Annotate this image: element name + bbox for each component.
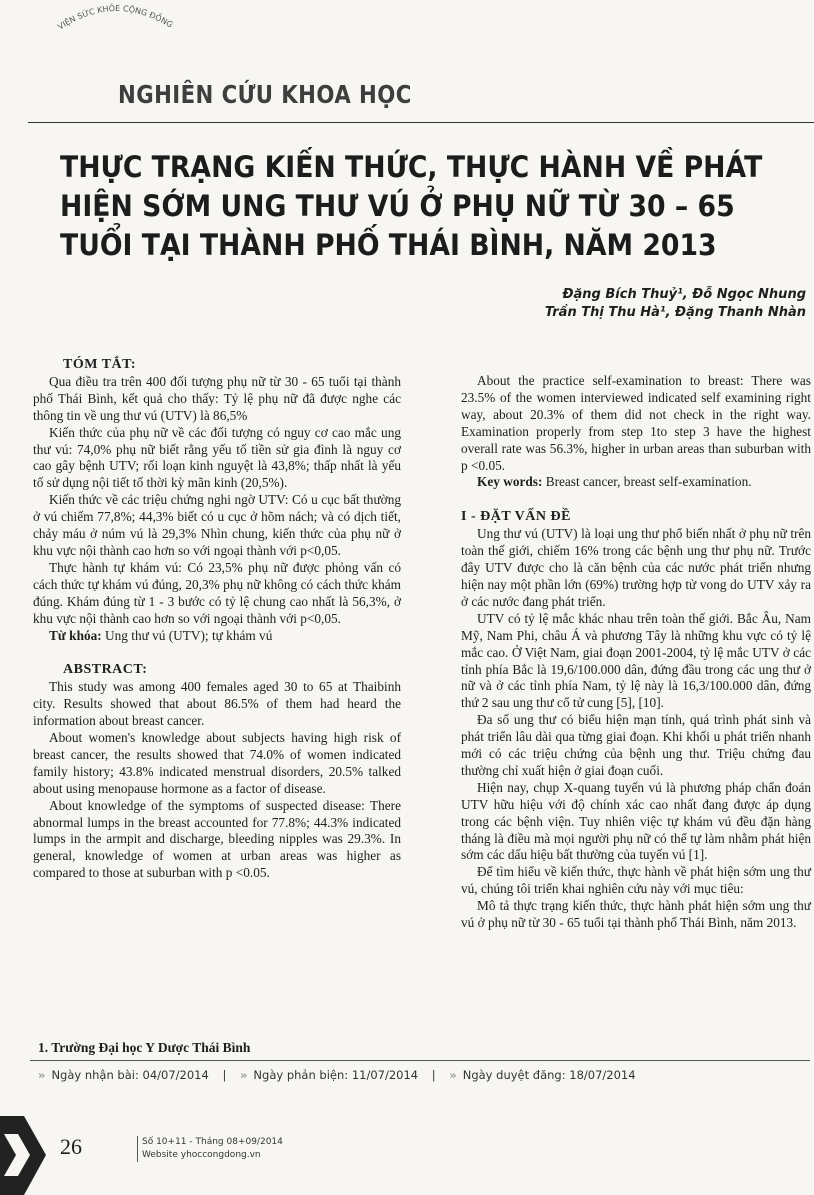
abstract-keywords [461, 474, 811, 491]
chevron-icon: » [239, 1068, 248, 1082]
abstract-paragraph: About knowledge of the symptoms of suspected disease: There abnormal lumps in the breast accounted for 77.8%; 44.3% indicated lumps in the armpit and discharge, bleeding nipples was 29.3%. In general, knowledge of women at urban areas was higher as compared to those at suburban with p <0.05. [33, 797, 401, 881]
page-number: 26 [60, 1134, 82, 1159]
article-title [60, 148, 810, 265]
summary-keywords [33, 628, 401, 645]
separator: | [222, 1068, 227, 1082]
footer-divider [30, 1060, 810, 1061]
abstract-paragraph: This study was among 400 females aged 30 to 65 at Thaibinh city. Results showed that about 86.5% of them had heard the information about breast cancer. [33, 679, 401, 729]
section-title: NGHIÊN CỨU KHOA HỌC [118, 80, 412, 109]
intro-heading: I - ĐẶT VẤN ĐỀ [461, 509, 571, 525]
keywords-label: Từ khóa: [49, 627, 102, 643]
author-list [545, 286, 806, 322]
keywords-text: Ung thư vú (UTV); tự khám vú [105, 627, 273, 643]
corner-arrow-icon [0, 1116, 52, 1195]
keywords-label: Key words: [477, 474, 543, 490]
title-line: THỰC TRẠNG KIẾN THỨC, THỰC HÀNH VỀ PHÁT [60, 150, 763, 184]
abstract-paragraph: About the practice self-examination to breast: There was 23.5% of the women interviewed indicated self examining right way, about 20.3% of them did not check in the right way. Examination properly from step 1to step 3 have the highest overall rate was 56.3%, higher in urban areas than suburban with p <0.05. [461, 373, 811, 473]
title-line: HIỆN SỚM UNG THƯ VÚ Ở PHỤ NỮ TỪ 30 – 65 [60, 189, 735, 223]
publication-info [137, 1136, 283, 1162]
website-info: Website yhoccongdong.vn [142, 1150, 261, 1160]
summary-paragraph: Qua điều tra trên 400 đối tượng phụ nữ từ 30 - 65 tuổi tại thành phố Thái Bình, kết quả cho thấy: Tỷ lệ phụ nữ đã được nghe các thông tin về ung thư vú (UTV) là 86,5% [33, 373, 401, 423]
title-line: TUỔI TẠI THÀNH PHỐ THÁI BÌNH, NĂM 2013 [60, 228, 717, 262]
submission-dates [38, 1068, 808, 1082]
intro-paragraph: Để tìm hiểu về kiến thức, thực hành về phát hiện sớm ung thư vú, chúng tôi triển khai nghiên cứu này với mục tiêu: [461, 864, 811, 897]
issue-info: Số 10+11 - Tháng 08+09/2014 [142, 1137, 283, 1147]
received-label: Ngày nhận bài: [51, 1068, 139, 1082]
intro-paragraph: Hiện nay, chụp X-quang tuyến vú là phương pháp chẩn đoán UTV hữu hiệu với độ chính xác cao nhất đang được áp dụng trong các bệnh viện. Tuy nhiên việc tự khám vú đều đặn hàng tháng là điều mà mọi người phụ nữ có thể tự làm nhằm phát hiện sớm các dấu hiệu bất thường của tuyến vú [1]. [461, 779, 811, 863]
chevron-icon: » [449, 1068, 457, 1082]
section-divider [28, 122, 814, 123]
authors-line: Đặng Bích Thuỷ¹, Đỗ Ngọc Nhung [562, 287, 806, 302]
intro-paragraph: Mô tả thực trạng kiến thức, thực hành phát hiện sớm ung thư vú ở phụ nữ từ 30 - 65 tuổi tại thành phố Thái Bình, năm 2013. [461, 898, 811, 931]
left-column [33, 357, 401, 882]
separator: | [431, 1068, 436, 1082]
authors-line: Trần Thị Thu Hà¹, Đặng Thanh Nhàn [544, 305, 806, 320]
intro-paragraph: Ung thư vú (UTV) là loại ung thư phổ biến nhất ở phụ nữ trên toàn thế giới, chiếm 16% trong các bệnh ung thư phụ nữ. Trước đây UTV được cho là căn bệnh của các nước phát triển nhưng hiện nay một phần lớn (69%) trường hợp tử vong do UTV xảy ra ở các nước đang phát triển. [461, 526, 811, 609]
chevron-icon: » [38, 1068, 46, 1082]
summary-paragraph: Kiến thức về các triệu chứng nghi ngờ UTV: Có u cục bất thường ở vú chiếm 77,8%; 44,3% biết có u cục ở hõm nách; và có dịch tiết, chảy máu ở núm vú là 29,3% Nhìn chung, kiến thức của phụ nữ ở khu vực nội thành cao hơn so với ngoại thành với p<0,05. [33, 492, 401, 558]
accepted-date: 18/07/2014 [569, 1068, 636, 1082]
journal-logo [52, 0, 182, 40]
summary-paragraph: Thực hành tự khám vú: Có 23,5% phụ nữ được phỏng vấn có cách thức tự khám vú đúng, 20,3% phụ nữ không có cách thức khám đúng. Khám đúng từ 1 - 3 bước có tỷ lệ chung cao nhất là 56,3%, ở khu vực nội thành cao hơn so với ngoại thành với p<0,05. [33, 559, 401, 626]
review-date: 11/07/2014 [351, 1068, 419, 1082]
accepted-label: Ngày duyệt đăng: [462, 1068, 566, 1082]
review-label: Ngày phản biện: [253, 1068, 349, 1082]
affiliation-footnote: 1. Trường Đại học Y Dược Thái Bình [38, 1040, 251, 1055]
intro-paragraph: UTV có tỷ lệ mắc khác nhau trên toàn thế giới. Bắc Âu, Nam Mỹ, Nam Phi, châu Á và phương Tây là những khu vực có tỷ lệ mắc cao. Ở Việt Nam, giai đoạn 2001-2004, tỷ lệ mắc UTV ở các tỉnh phía Bắc là 19,6/100.000 dân, đứng đầu trong các ung thư ở nữ và ở các tỉnh phía Nam, tỷ lệ này là 16,3/100.000 dân, đứng thứ 2 sau ung thư cổ tử cung [5], [10]. [461, 610, 811, 711]
svg-text:VIỆN SỨC KHỎE CỘNG ĐỒNG: VIỆN SỨC KHỎE CỘNG ĐỒNG [56, 3, 175, 32]
summary-paragraph: Kiến thức của phụ nữ về các đối tượng có nguy cơ cao mắc ung thư vú: 74,0% phụ nữ biết rằng yếu tố tiền sử gia đình là nguy cơ cao gây bệnh UTV; rối loạn kinh nguyệt là 43,8%; thấp nhất là yếu tố sử dụng nội tiết tố thời kỳ mãn kinh (20,5%). [33, 424, 401, 491]
intro-paragraph: Đa số ung thư có biểu hiện mạn tính, quá trình phát sinh và phát triển lâu dài qua từng giai đoạn. Khi khối u phát triển nhanh mới có các triệu chứng của bệnh ung thư. Triệu chứng đau thường chỉ xuất hiện ở giai đoạn cuối. [461, 712, 811, 778]
summary-heading: TÓM TẮT: [63, 357, 137, 372]
abstract-heading: ABSTRACT: [63, 662, 148, 678]
right-column [461, 373, 811, 932]
received-date: 04/07/2014 [142, 1068, 209, 1082]
keywords-text: Breast cancer, breast self-examination. [545, 474, 752, 490]
abstract-paragraph: About women's knowledge about subjects having high risk of breast cancer, the results showed that 74.0% of women indicated family history; 43.8% indicated menstrual disorders, 20.5% talked about using menopause hormone as a factor of disease. [33, 730, 401, 796]
